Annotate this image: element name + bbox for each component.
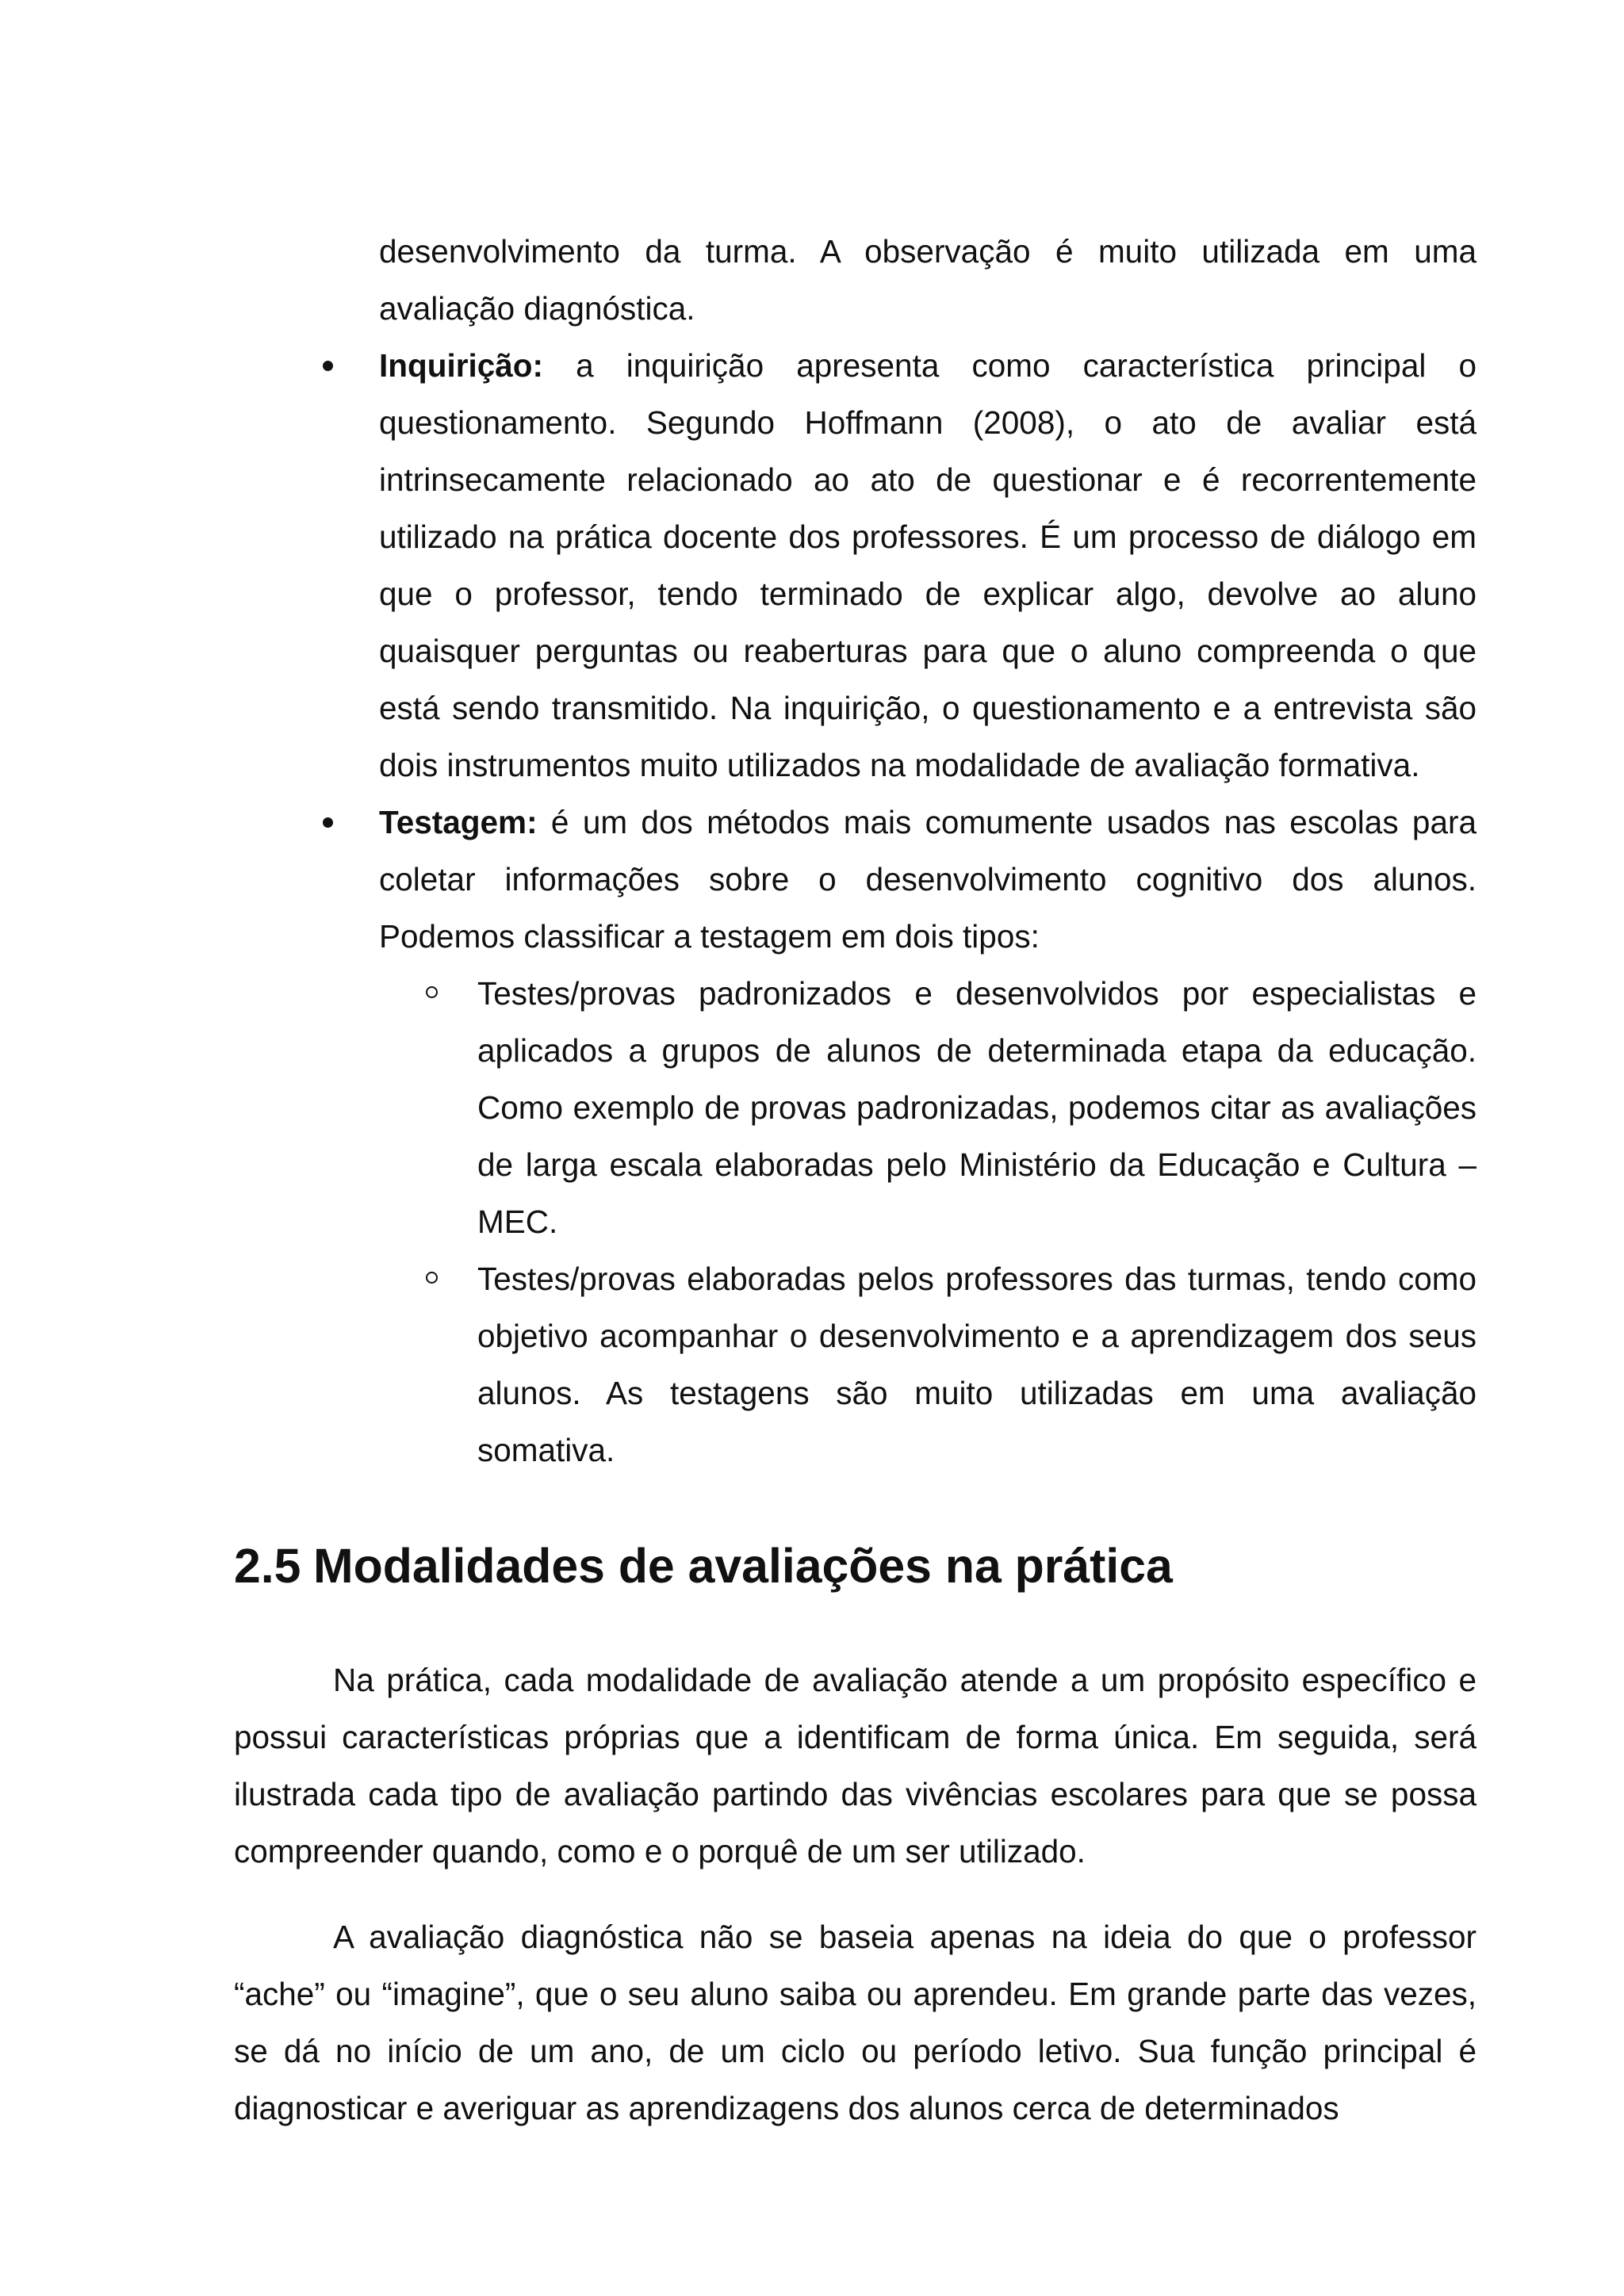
instrument-list bbox=[234, 337, 1477, 1479]
bullet-icon bbox=[323, 817, 333, 828]
list-item-text bbox=[379, 337, 1477, 794]
body-paragraph: Na prática, cada modalidade de avaliação atende a um propósito específico e possui características próprias que a identificam de forma única. Em seguida, será ilustrada cada tipo de avaliação partindo das vivências escolares para que se possa compreender quando, como e o porquê de um ser utilizado. bbox=[234, 1662, 1477, 1869]
sub-list-item-text: Testes/provas elaboradas pelos professores das turmas, tendo como objetivo acompanhar o desenvolvimento e a aprendizagem dos seus alunos. As testagens são muito utilizadas em uma avaliação somativa. bbox=[477, 1261, 1477, 1468]
section-title: Modalidades de avaliações na prática bbox=[313, 1539, 1173, 1593]
list-item-description: a inquirição apresenta como característica principal o questionamento. Segundo Hoffmann (2008), o ato de avaliar está intrinsecamente relacionado ao ato de questionar e é recorrentemente utilizado na prática docente dos professores. É um processo de diálogo em que o professor, tendo terminado de explicar algo, devolve ao aluno quaisquer perguntas ou reaberturas para que o aluno compreenda o que está sendo transmitido. Na inquirição, o questionamento e a entrevista são dois instrumentos muito utilizados na modalidade de avaliação formativa. bbox=[379, 347, 1477, 783]
list-item-text bbox=[379, 794, 1477, 965]
test-types-list bbox=[379, 965, 1477, 1479]
page-content bbox=[234, 223, 1477, 2137]
list-item-description: é um dos métodos mais comumente usados nas escolas para coletar informações sobre o desenvolvimento cognitivo dos alunos. Podemos classificar a testagem em dois tipos: bbox=[379, 804, 1477, 955]
list-item-term: Testagem: bbox=[379, 804, 538, 840]
list-item-term: Inquirição: bbox=[379, 347, 544, 384]
list-item-inquiricao bbox=[234, 337, 1477, 794]
section-heading bbox=[234, 1537, 1477, 1594]
hollow-circle-bullet-icon bbox=[426, 986, 438, 998]
sub-list-item bbox=[379, 965, 1477, 1250]
continuation-paragraph: desenvolvimento da turma. A observação é muito utilizada em uma avaliação diagnóstica. bbox=[379, 233, 1477, 327]
bullet-icon bbox=[323, 361, 333, 371]
hollow-circle-bullet-icon bbox=[426, 1272, 438, 1284]
body-paragraph: A avaliação diagnóstica não se baseia apenas na ideia do que o professor “ache” ou “imagine”, que o seu aluno saiba ou aprendeu. Em grande parte das vezes, se dá no início de um ano, de um ciclo ou período letivo. Sua função principal é diagnosticar e averiguar as aprendizagens dos alunos cerca de determinados bbox=[234, 1919, 1477, 2126]
section-number: 2.5 bbox=[234, 1539, 301, 1593]
list-item-testagem bbox=[234, 794, 1477, 1479]
sub-list-item-text: Testes/provas padronizados e desenvolvidos por especialistas e aplicados a grupos de alunos de determinada etapa da educação. Como exemplo de provas padronizadas, podemos citar as avaliações de larga escala elaboradas pelo Ministério da Educação e Cultura – MEC. bbox=[477, 975, 1477, 1240]
sub-list-item bbox=[379, 1250, 1477, 1479]
